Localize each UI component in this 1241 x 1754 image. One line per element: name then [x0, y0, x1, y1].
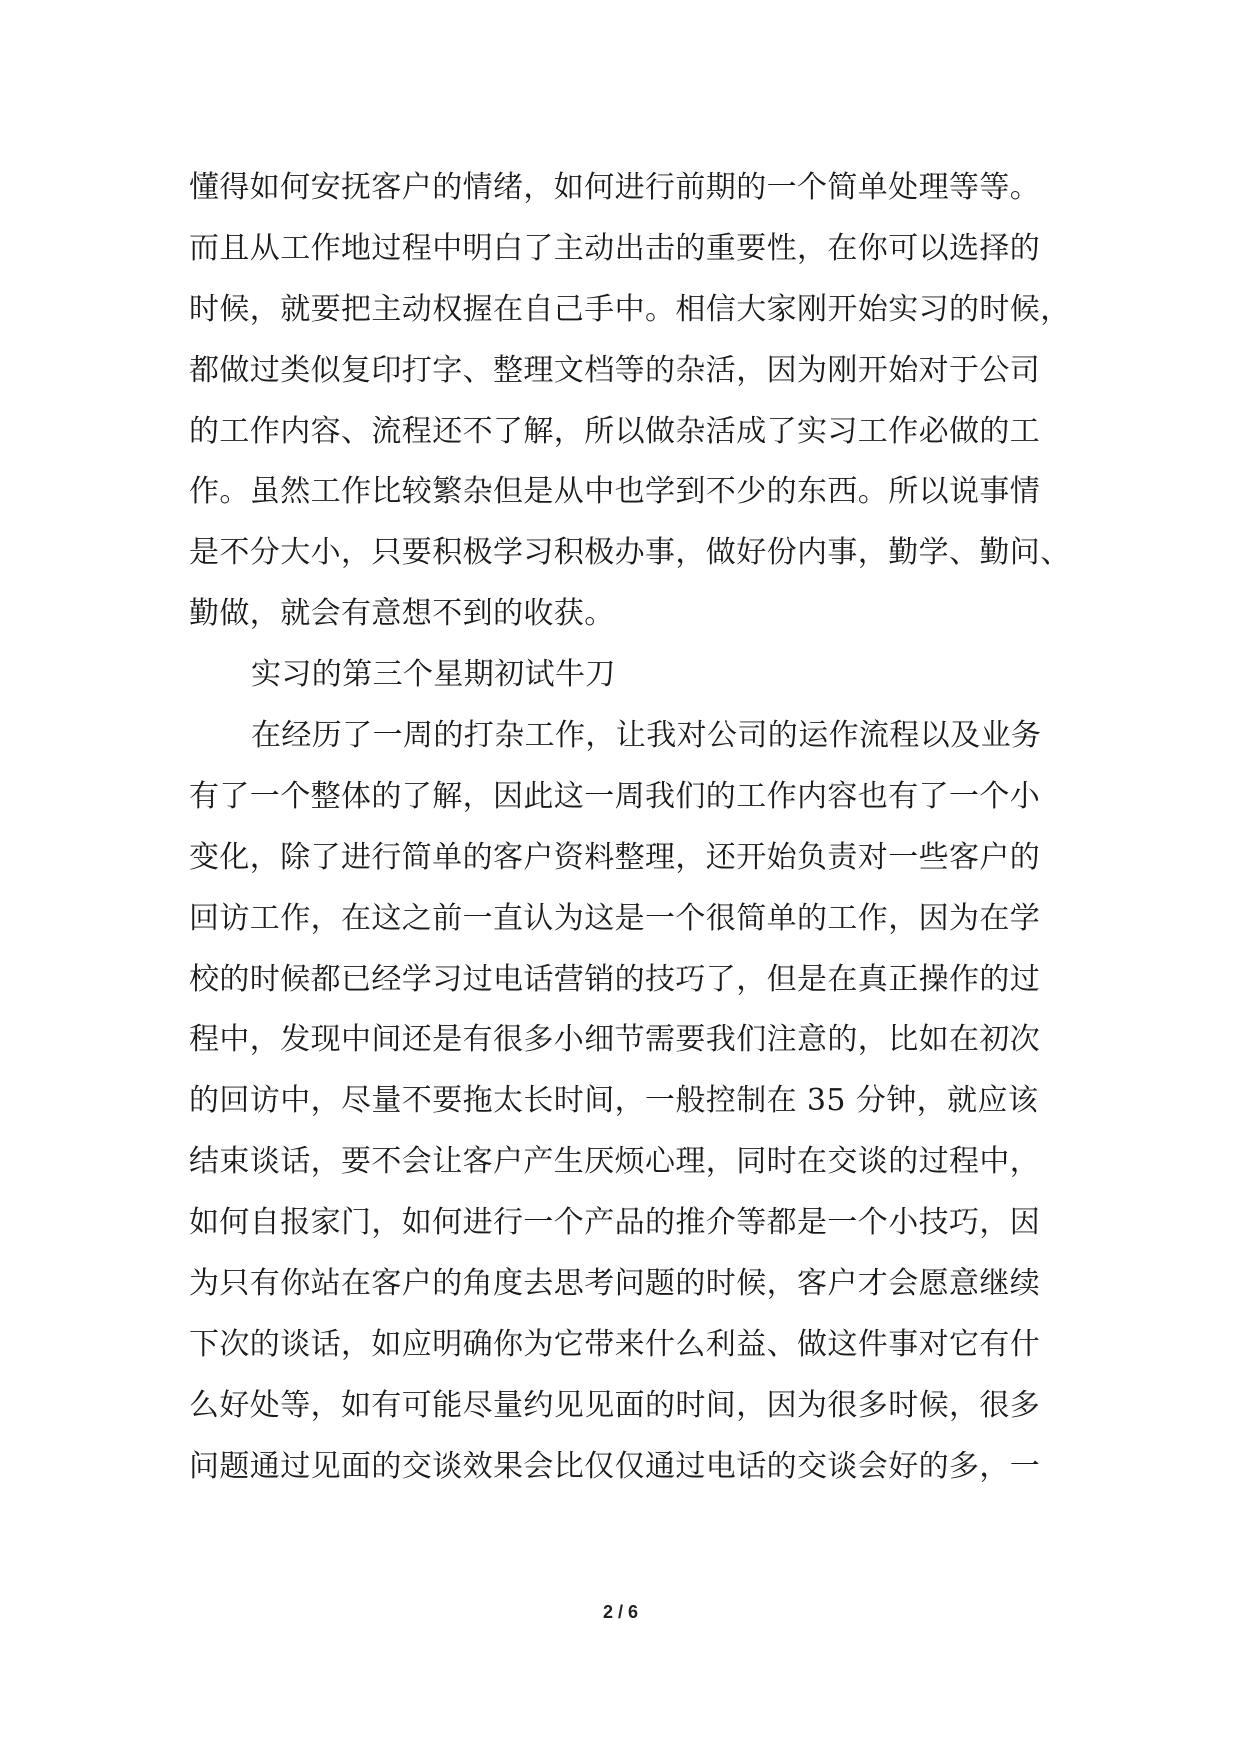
- text-line: 时候，就要把主动权握在自己手中。相信大家刚开始实习的时候，: [189, 291, 1071, 327]
- text-line: 作。虽然工作比较繁杂但是从中也学到不少的东西。所以说事情: [189, 474, 1041, 510]
- text-line: 为只有你站在客户的角度去思考问题的时候，客户才会愿意继续: [189, 1266, 1041, 1302]
- body-text: [189, 158, 1071, 1498]
- text-line: 懂得如何安抚客户的情绪，如何进行前期的一个简单处理等等。: [189, 170, 1041, 205]
- page-number: 2 / 6: [602, 1602, 639, 1622]
- text-line: 问题通过见面的交谈效果会比仅仅通过电话的交谈会好的多，一: [189, 1448, 1041, 1484]
- text-line: 校的时候都已经学习过电话营销的技巧了，但是在真正操作的过: [189, 961, 1041, 997]
- text-line: 回访工作，在这之前一直认为这是一个很简单的工作，因为在学: [189, 900, 1041, 936]
- text-line: 程中，发现中间还是有很多小细节需要我们注意的，比如在初次: [189, 1022, 1041, 1058]
- text-line: 如何自报家门，如何进行一个产品的推介等都是一个小技巧，因: [189, 1205, 1041, 1241]
- text-line: 的工作内容、流程还不了解，所以做杂活成了实习工作必做的工: [189, 413, 1041, 449]
- text-line: 是不分大小，只要积极学习积极办事，做好份内事，勤学、勤问、: [189, 535, 1071, 571]
- text-line: 勤做，就会有意想不到的收获。: [189, 596, 615, 632]
- text-line: 变化，除了进行简单的客户资料整理，还开始负责对一些客户的: [189, 839, 1041, 875]
- text-line: 而且从工作地过程中明白了主动出击的重要性，在你可以选择的: [189, 230, 1041, 266]
- paragraph-first-line: 在经历了一周的打杂工作，让我对公司的运作流程以及业务: [251, 718, 1042, 754]
- text-line: 下次的谈话，如应明确你为它带来什么利益、做这件事对它有什: [189, 1326, 1041, 1362]
- text-line: 结束谈话，要不会让客户产生厌烦心理，同时在交谈的过程中，: [189, 1144, 1041, 1180]
- text-line: 都做过类似复印打字、整理文档等的杂活，因为刚开始对于公司: [189, 352, 1041, 388]
- section-heading: 实习的第三个星期初试牛刀: [251, 657, 616, 693]
- text-line: 有了一个整体的了解，因此这一周我们的工作内容也有了一个小: [189, 778, 1041, 814]
- text-line: 么好处等，如有可能尽量约见见面的时间，因为很多时候，很多: [189, 1387, 1041, 1423]
- text-line: 的回访中，尽量不要拖太长时间，一般控制在 35 分钟，就应该: [189, 1083, 1039, 1119]
